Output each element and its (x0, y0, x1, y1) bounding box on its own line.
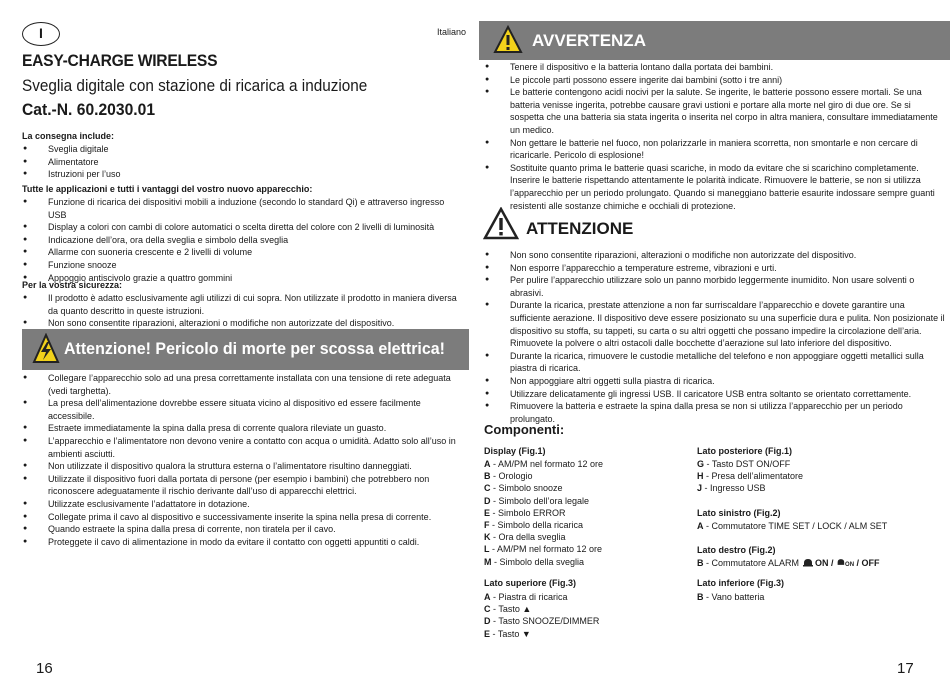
catalog-number: Cat.-N. 60.2030.01 (22, 100, 156, 119)
list-item: A - Piastra di ricarica (484, 592, 568, 602)
list-item: B - Orologio (484, 471, 533, 482)
top-side-heading: Lato superiore (Fig.3) (484, 578, 577, 588)
list-item: ● Allarme con suoneria crescente e 2 livelli di volume (22, 246, 462, 259)
list-item: ● Appoggio antiscivolo grazie a quattro gommini (22, 272, 462, 285)
list-item: ● Non gettare le batterie nel fuoco, non polarizzarle in maniera scorretta, non smontarle e non cercare di ricaricarle. Pericolo di esplosione! (484, 137, 946, 162)
list-item: ● Utilizzate esclusivamente l’adattatore in dotazione. (22, 498, 462, 511)
list-item: ● Le piccole parti possono essere ingerite dai bambini (sotto i tre anni) (484, 74, 946, 87)
list-item: B - Commutatore ALARM ON / ON / OFF (697, 558, 880, 568)
list-item: ● Rimuovere la batteria e estraete la spina dalla presa se non si utilizza l’apparecchio per un periodo prolungato. (484, 400, 946, 425)
list-item: H - Presa dell’alimentatore (697, 471, 804, 482)
list-item: ● Utilizzare delicatamente gli ingressi USB. Il caricatore USB entra soltanto se orientato correttamente. (484, 388, 946, 401)
alarm-bell-small-icon (836, 558, 845, 566)
product-title: EASY-CHARGE WIRELESS (22, 51, 218, 70)
list-item: ● La presa dell’alimentazione dovrebbe essere situata vicino al dispositivo ed essere facilmente accessibile. (22, 397, 462, 422)
display-heading: Display (Fig.1) (484, 446, 546, 456)
list-item: L - AM/PM nel formato 12 ore (484, 544, 603, 555)
alarm-bell-icon (802, 558, 813, 567)
list-item: D - Simbolo dell’ora legale (484, 495, 590, 506)
shock-warning-banner (22, 329, 469, 370)
language-marker: I (22, 22, 60, 46)
list-item: ● Sostituite quanto prima le batterie quasi scariche, in modo da evitare che si scarichino completamente. Inserire le batterie rispettando attentamente le polarità indicate. Rimuovere le batterie, se non si utilizza l’apparecchio per un periodo prolungato. Quando si maneggiano batterie esaurite indossare sempre guanti resistenti alle sostanze chimiche e occhiali di protezione. (484, 162, 946, 212)
list-item: ● Proteggete il cavo di alimentazione in modo da evitare il contatto con oggetti appuntiti o caldi. (22, 536, 462, 549)
warning-list (484, 61, 946, 212)
bottom-side-list (697, 591, 764, 603)
list-item: ● Non sono consentite riparazioni, alterazioni o modifiche non autorizzate del dispositivo. (22, 317, 462, 330)
list-item: K - Ora della sveglia (484, 532, 566, 543)
list-item: ● Non utilizzate il dispositivo qualora la struttura esterna o l’alimentatore risultino danneggiati. (22, 460, 462, 473)
list-item: D - Tasto SNOOZE/DIMMER (484, 616, 600, 627)
language-name: Italiano (437, 27, 467, 37)
delivery-list (22, 143, 462, 181)
shock-warning-title: Attenzione! Pericolo di morte per scossa elettrica! (64, 339, 445, 358)
caution-title: ATTENZIONE (526, 219, 634, 238)
list-item: B - Vano batteria (697, 592, 765, 602)
warning-icon (493, 25, 523, 55)
list-item: ● Le batterie contengono acidi nocivi per la salute. Se ingerite, le batterie possono essere mortali. Se una batteria venisse ingerita, potrebbe causare gravi ustioni e portare alla morte nel giro di due ore. Se si sospetta che una batteria sia stata ingerita o inserita nel corpo in altra maniera, consultare immediatamente un medico. (484, 86, 946, 136)
list-item: ● Funzione snooze (22, 259, 462, 272)
delivery-heading: La consegna include: (22, 131, 115, 141)
list-item: ● Quando estraete la spina dalla presa di corrente, non tiratela per il cavo. (22, 523, 462, 536)
list-item: ● Per pulire l’apparecchio utilizzare solo un panno morbido leggermente inumidito. Non usare solventi o abrasivi. (484, 274, 946, 299)
list-item: G - Tasto DST ON/OFF (697, 459, 791, 469)
safety-heading: Per la vostra sicurezza: (22, 280, 123, 290)
top-side-list (484, 591, 599, 640)
list-item: A - AM/PM nel formato 12 ore (484, 459, 604, 469)
product-subtitle: Sveglia digitale con stazione di ricarica a induzione (22, 76, 368, 95)
list-item: ● Sveglia digitale (22, 143, 462, 156)
features-list (22, 196, 462, 284)
list-item: ● Tenere il dispositivo e la batteria lontano dalla portata dei bambini. (484, 61, 946, 74)
safety-list (22, 292, 462, 330)
list-item: F - Simbolo della ricarica (484, 520, 584, 531)
left-side-list (697, 520, 887, 532)
list-item: ● Istruzioni per l’uso (22, 168, 462, 181)
list-item: A - Commutatore TIME SET / LOCK / ALM SET (697, 521, 888, 531)
list-item: ● Il prodotto è adatto esclusivamente agli utilizzi di cui sopra. Non utilizzate il prodotto in maniera diversa da quanto descritto in queste istruzioni. (22, 292, 462, 317)
warning-banner (479, 21, 950, 60)
list-item: ● Non sono consentite riparazioni, alterazioni o modifiche non autorizzate del dispositivo. (484, 249, 946, 262)
back-side-heading: Lato posteriore (Fig.1) (697, 446, 793, 456)
back-side-list (697, 458, 803, 495)
bottom-side-heading: Lato inferiore (Fig.3) (697, 578, 785, 588)
page-number: 17 (897, 660, 914, 677)
caution-icon (483, 207, 519, 241)
page-number: 16 (36, 660, 53, 677)
list-item: C - Tasto ▲ (484, 604, 532, 615)
list-item: ● Non esporre l’apparecchio a temperature estreme, vibrazioni e urti. (484, 262, 946, 275)
list-item: M - Simbolo della sveglia (484, 556, 585, 567)
caution-list (484, 249, 946, 425)
components-title: Componenti: (484, 422, 565, 437)
list-item: C - Simbolo snooze (484, 483, 563, 494)
features-heading: Tutte le applicazioni e tutti i vantaggi del vostro nuovo apparecchio: (22, 184, 313, 194)
list-item: ● Non appoggiare altri oggetti sulla piastra di ricarica. (484, 375, 946, 388)
list-item: ● Durante la ricarica, prestate attenzione a non far surriscaldare l’apparecchio e dovete garantire una sufficiente aerazione. Il dispositivo deve essere posizionato su una superficie dura e pulita. Non posizionate il dispositivo su stoffa, su tappeti, su carta o su altri oggetti che possano impedire la circolazione dell’aria. Rimuovete la polvere o altri ostacoli dalle bocchette d’aerazione sul lato inferiore del dispositivo. (484, 299, 946, 349)
list-item: ● Utilizzate il dispositivo fuori dalla portata di persone (per esempio i bambini) che potrebbero non riconoscere adeguatamente il rischio derivante dall’uso di apparecchi elettrici. (22, 473, 462, 498)
warning-title: AVVERTENZA (532, 31, 646, 50)
list-item: E - Tasto ▼ (484, 628, 531, 639)
list-item: E - Simbolo ERROR (484, 507, 566, 518)
shock-warning-list (22, 372, 462, 548)
right-side-list (697, 557, 880, 571)
list-item: ● Collegate prima il cavo al dispositivo e successivamente inserite la spina nella presa di corrente. (22, 511, 462, 524)
list-item: J - Ingresso USB (697, 483, 766, 494)
list-item: ● Estraete immediatamente la spina dalla presa di corrente qualora rileviate un guasto. (22, 422, 462, 435)
list-item: ● Durante la ricarica, rimuovere le custodie metalliche del telefono e non appoggiare oggetti metallici sulla piastra di ricarica. (484, 350, 946, 375)
list-item: ● Alimentatore (22, 156, 462, 169)
right-side-heading: Lato destro (Fig.2) (697, 545, 776, 555)
electric-shock-icon (32, 333, 60, 365)
left-side-heading: Lato sinistro (Fig.2) (697, 508, 781, 518)
list-item: ● Collegare l’apparecchio solo ad una presa correttamente installata con una tensione di rete adeguata (vedi targhetta). (22, 372, 462, 397)
list-item: ● L’apparecchio e l’alimentatore non devono venire a contatto con acqua o umidità. Adatto solo all’uso in ambienti asciutti. (22, 435, 462, 460)
list-item: ● Funzione di ricarica dei dispositivi mobili a induzione (secondo lo standard Qi) e attraverso ingresso USB (22, 196, 462, 221)
list-item: ● Indicazione dell’ora, ora della sveglia e simbolo della sveglia (22, 234, 462, 247)
display-list (484, 458, 603, 568)
list-item: ● Display a colori con cambi di colore automatici o scelta diretta del colore con 2 livelli di luminosità (22, 221, 462, 234)
